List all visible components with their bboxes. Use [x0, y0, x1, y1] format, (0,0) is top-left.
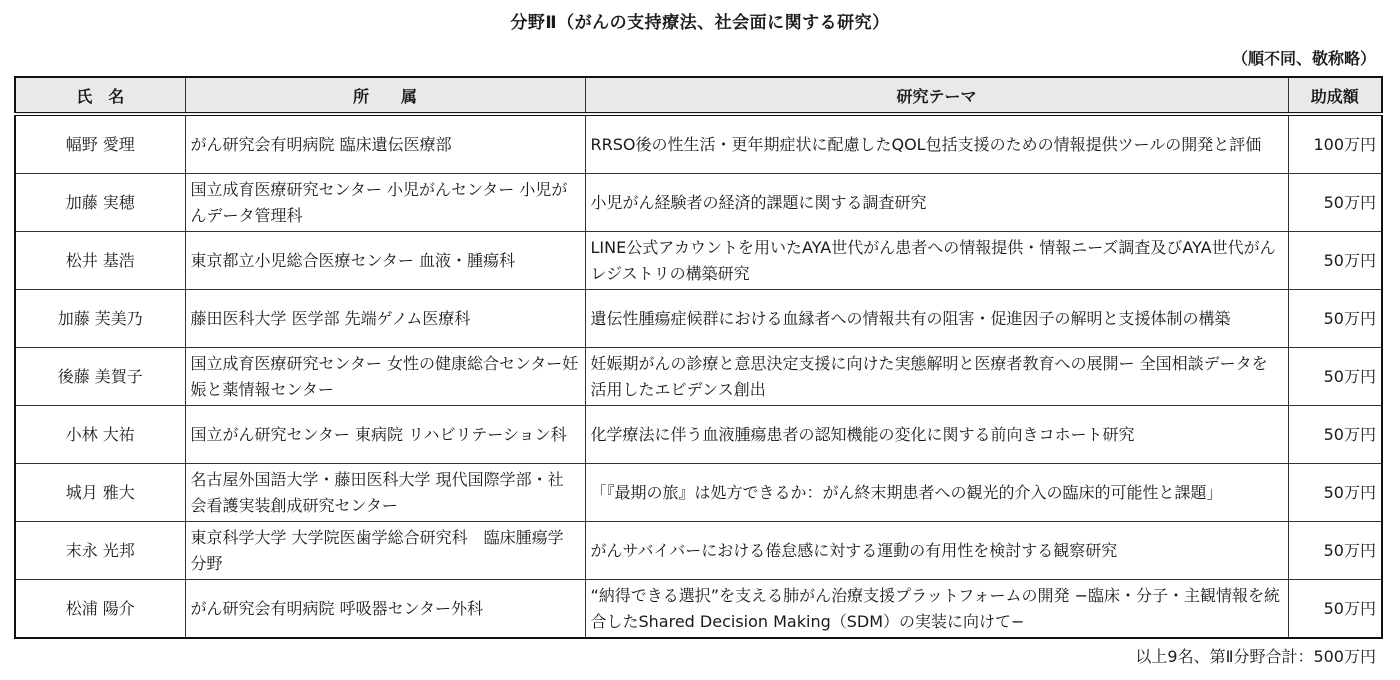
header-amount: 助成額 [1288, 77, 1382, 114]
recipient-name: 小林 大祐 [15, 406, 185, 464]
recipient-name: 加藤 実穂 [15, 174, 185, 232]
total-summary: 以上9名、第Ⅱ分野合計：500万円 [1135, 647, 1376, 666]
grant-amount: 100万円 [1288, 114, 1382, 174]
recipient-affiliation: 国立成育医療研究センター 小児がんセンター 小児がんデータ管理科 [185, 174, 585, 232]
recipient-name: 松浦 陽介 [15, 580, 185, 639]
recipient-affiliation: 国立がん研究センター 東病院 リハビリテーション科 [185, 406, 585, 464]
recipient-name: 加藤 芙美乃 [15, 290, 185, 348]
grant-amount: 50万円 [1288, 290, 1382, 348]
table-row [15, 464, 1382, 522]
research-theme: 「『最期の旅』は処方できるか：がん終末期患者への観光的介入の臨床的可能性と課題」 [585, 464, 1288, 522]
grant-amount: 50万円 [1288, 522, 1382, 580]
research-theme: 妊娠期がんの診療と意思決定支援に向けた実態解明と医療者教育への展開ー 全国相談データを活用したエビデンス創出 [585, 348, 1288, 406]
research-theme: 小児がん経験者の経済的課題に関する調査研究 [585, 174, 1288, 232]
research-theme: 化学療法に伴う血液腫瘍患者の認知機能の変化に関する前向きコホート研究 [585, 406, 1288, 464]
research-theme: “納得できる選択”を支える肺がん治療支援プラットフォームの開発 −臨床・分子・主観情報を統合したShared Decision Making（SDM）の実装に向けて− [585, 580, 1288, 639]
recipient-affiliation: 名古屋外国語大学・藤田医科大学 現代国際学部・社会看護実装創成研究センター [185, 464, 585, 522]
table-row [15, 522, 1382, 580]
research-theme: 遺伝性腫瘍症候群における血縁者への情報共有の阻害・促進因子の解明と支援体制の構築 [585, 290, 1288, 348]
table-row [15, 348, 1382, 406]
grant-table [14, 76, 1383, 639]
table-row [15, 406, 1382, 464]
order-note: （順不同、敬称略） [1231, 49, 1376, 68]
recipient-name: 幅野 愛理 [15, 114, 185, 174]
grant-amount: 50万円 [1288, 580, 1382, 639]
table-row [15, 290, 1382, 348]
recipient-name: 後藤 美賀子 [15, 348, 185, 406]
header-theme: 研究テーマ [585, 77, 1288, 114]
research-theme: がんサバイバーにおける倦怠感に対する運動の有用性を検討する観察研究 [585, 522, 1288, 580]
recipient-affiliation: 国立成育医療研究センター 女性の健康総合センター妊娠と薬情報センター [185, 348, 585, 406]
research-theme: LINE公式アカウントを用いたAYA世代がん患者への情報提供・情報ニーズ調査及びAYA世代がんレジストリの構築研究 [585, 232, 1288, 290]
recipient-affiliation: がん研究会有明病院 臨床遺伝医療部 [185, 114, 585, 174]
grant-amount: 50万円 [1288, 464, 1382, 522]
recipient-affiliation: がん研究会有明病院 呼吸器センター外科 [185, 580, 585, 639]
research-theme: RRSO後の性生活・更年期症状に配慮したQOL包括支援のための情報提供ツールの開発と評価 [585, 114, 1288, 174]
grant-amount: 50万円 [1288, 232, 1382, 290]
table-header-row [15, 77, 1382, 114]
recipient-affiliation: 東京科学大学 大学院医歯学総合研究科 臨床腫瘍学分野 [185, 522, 585, 580]
recipient-name: 城月 雅大 [15, 464, 185, 522]
table-row [15, 580, 1382, 639]
page-title: 分野Ⅱ（がんの支持療法、社会面に関する研究） [510, 13, 890, 33]
header-affiliation: 所 属 [185, 77, 585, 114]
grant-amount: 50万円 [1288, 174, 1382, 232]
recipient-affiliation: 藤田医科大学 医学部 先端ゲノム医療科 [185, 290, 585, 348]
table-row [15, 174, 1382, 232]
recipient-name: 末永 光邦 [15, 522, 185, 580]
header-name: 氏 名 [15, 77, 185, 114]
recipient-name: 松井 基浩 [15, 232, 185, 290]
grant-amount: 50万円 [1288, 348, 1382, 406]
grant-amount: 50万円 [1288, 406, 1382, 464]
table-row [15, 114, 1382, 174]
table-row [15, 232, 1382, 290]
recipient-affiliation: 東京都立小児総合医療センター 血液・腫瘍科 [185, 232, 585, 290]
